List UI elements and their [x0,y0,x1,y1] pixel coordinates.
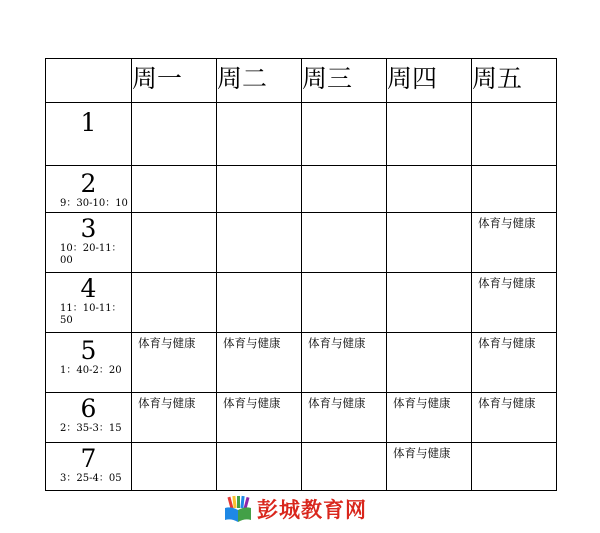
day-header-thu: 周四 [387,59,472,103]
subject-text: 体育与健康 [223,396,281,410]
period-number: 2 [80,169,97,198]
period-number: 4 [80,274,97,303]
day-header-mon: 周一 [132,59,217,103]
lesson-cell [132,443,217,491]
day-header-fri: 周五 [472,59,557,103]
lesson-cell [132,393,217,443]
lesson-cell [217,273,302,333]
lesson-cell [387,443,472,491]
period-time: 1：40-2：20 [60,365,122,376]
subject-text [132,103,216,106]
period-row-3 [46,213,557,273]
lesson-cell [302,213,387,273]
subject-text [132,443,216,446]
period-number: 1 [80,108,97,137]
subject-text [217,443,301,446]
subject-text [302,103,386,106]
period-number: 5 [80,336,97,365]
period-row-2 [46,166,557,213]
subject-text [387,273,471,276]
lesson-cell [302,443,387,491]
subject-text: 体育与健康 [393,396,451,410]
lesson-cell [387,333,472,393]
lesson-cell [132,333,217,393]
subject-text [302,213,386,216]
subject-text: 体育与健康 [138,336,196,350]
lesson-cell [472,273,557,333]
lesson-cell [387,166,472,213]
subject-text [132,166,216,169]
lesson-cell [217,443,302,491]
period-row-6 [46,393,557,443]
period-row-1 [46,103,557,166]
subject-text [387,166,471,169]
lesson-cell [132,273,217,333]
lesson-cell [302,273,387,333]
lesson-cell [387,103,472,166]
subject-text: 体育与健康 [478,216,536,230]
period-label [46,166,132,213]
period-label [46,443,132,491]
lesson-cell [217,333,302,393]
subject-text: 体育与健康 [478,276,536,290]
period-time: 2：35-3：15 [60,423,122,434]
lesson-cell [217,213,302,273]
lesson-cell [217,166,302,213]
subject-text: 体育与健康 [308,336,366,350]
lesson-cell [302,333,387,393]
period-time: 10：20-11：00 [60,243,122,266]
lesson-cell [387,213,472,273]
period-label [46,273,132,333]
period-label [46,393,132,443]
subject-text: 体育与健康 [393,446,451,460]
period-number: 3 [80,214,97,243]
timetable [45,58,557,491]
subject-text [217,103,301,106]
period-time: 11：10-11：50 [60,303,122,326]
header-row [46,59,557,103]
subject-text [217,166,301,169]
period-time: 9：30-10：10 [60,198,128,209]
lesson-cell [472,103,557,166]
lesson-cell [217,103,302,166]
open-book-icon [223,494,253,524]
subject-text [387,213,471,216]
lesson-cell [472,333,557,393]
period-label [46,333,132,393]
subject-text: 体育与健康 [223,336,281,350]
lesson-cell [387,393,472,443]
period-label [46,213,132,273]
period-row-4 [46,273,557,333]
period-time: 3：25-4：05 [60,473,122,484]
subject-text: 体育与健康 [478,336,536,350]
subject-text [132,213,216,216]
corner-cell [46,59,132,103]
subject-text [302,166,386,169]
logo-text: 彭城教育网 [257,498,367,522]
lesson-cell [217,393,302,443]
subject-text: 体育与健康 [138,396,196,410]
subject-text [217,273,301,276]
subject-text: 体育与健康 [308,396,366,410]
period-row-5 [46,333,557,393]
lesson-cell [302,393,387,443]
lesson-cell [387,273,472,333]
period-number: 6 [80,394,97,423]
lesson-cell [302,103,387,166]
subject-text [217,213,301,216]
day-header-wed: 周三 [302,59,387,103]
subject-text [387,333,471,336]
lesson-cell [472,213,557,273]
subject-text [387,103,471,106]
period-row-7 [46,443,557,491]
lesson-cell [132,103,217,166]
subject-text [302,273,386,276]
lesson-cell [472,443,557,491]
subject-text [472,103,556,106]
lesson-cell [472,393,557,443]
site-logo [223,494,367,524]
subject-text [472,443,556,446]
day-header-tue: 周二 [217,59,302,103]
lesson-cell [472,166,557,213]
subject-text [302,443,386,446]
subject-text [472,166,556,169]
subject-text [132,273,216,276]
period-label [46,103,132,166]
lesson-cell [302,166,387,213]
lesson-cell [132,213,217,273]
subject-text: 体育与健康 [478,396,536,410]
lesson-cell [132,166,217,213]
period-number: 7 [80,444,97,473]
